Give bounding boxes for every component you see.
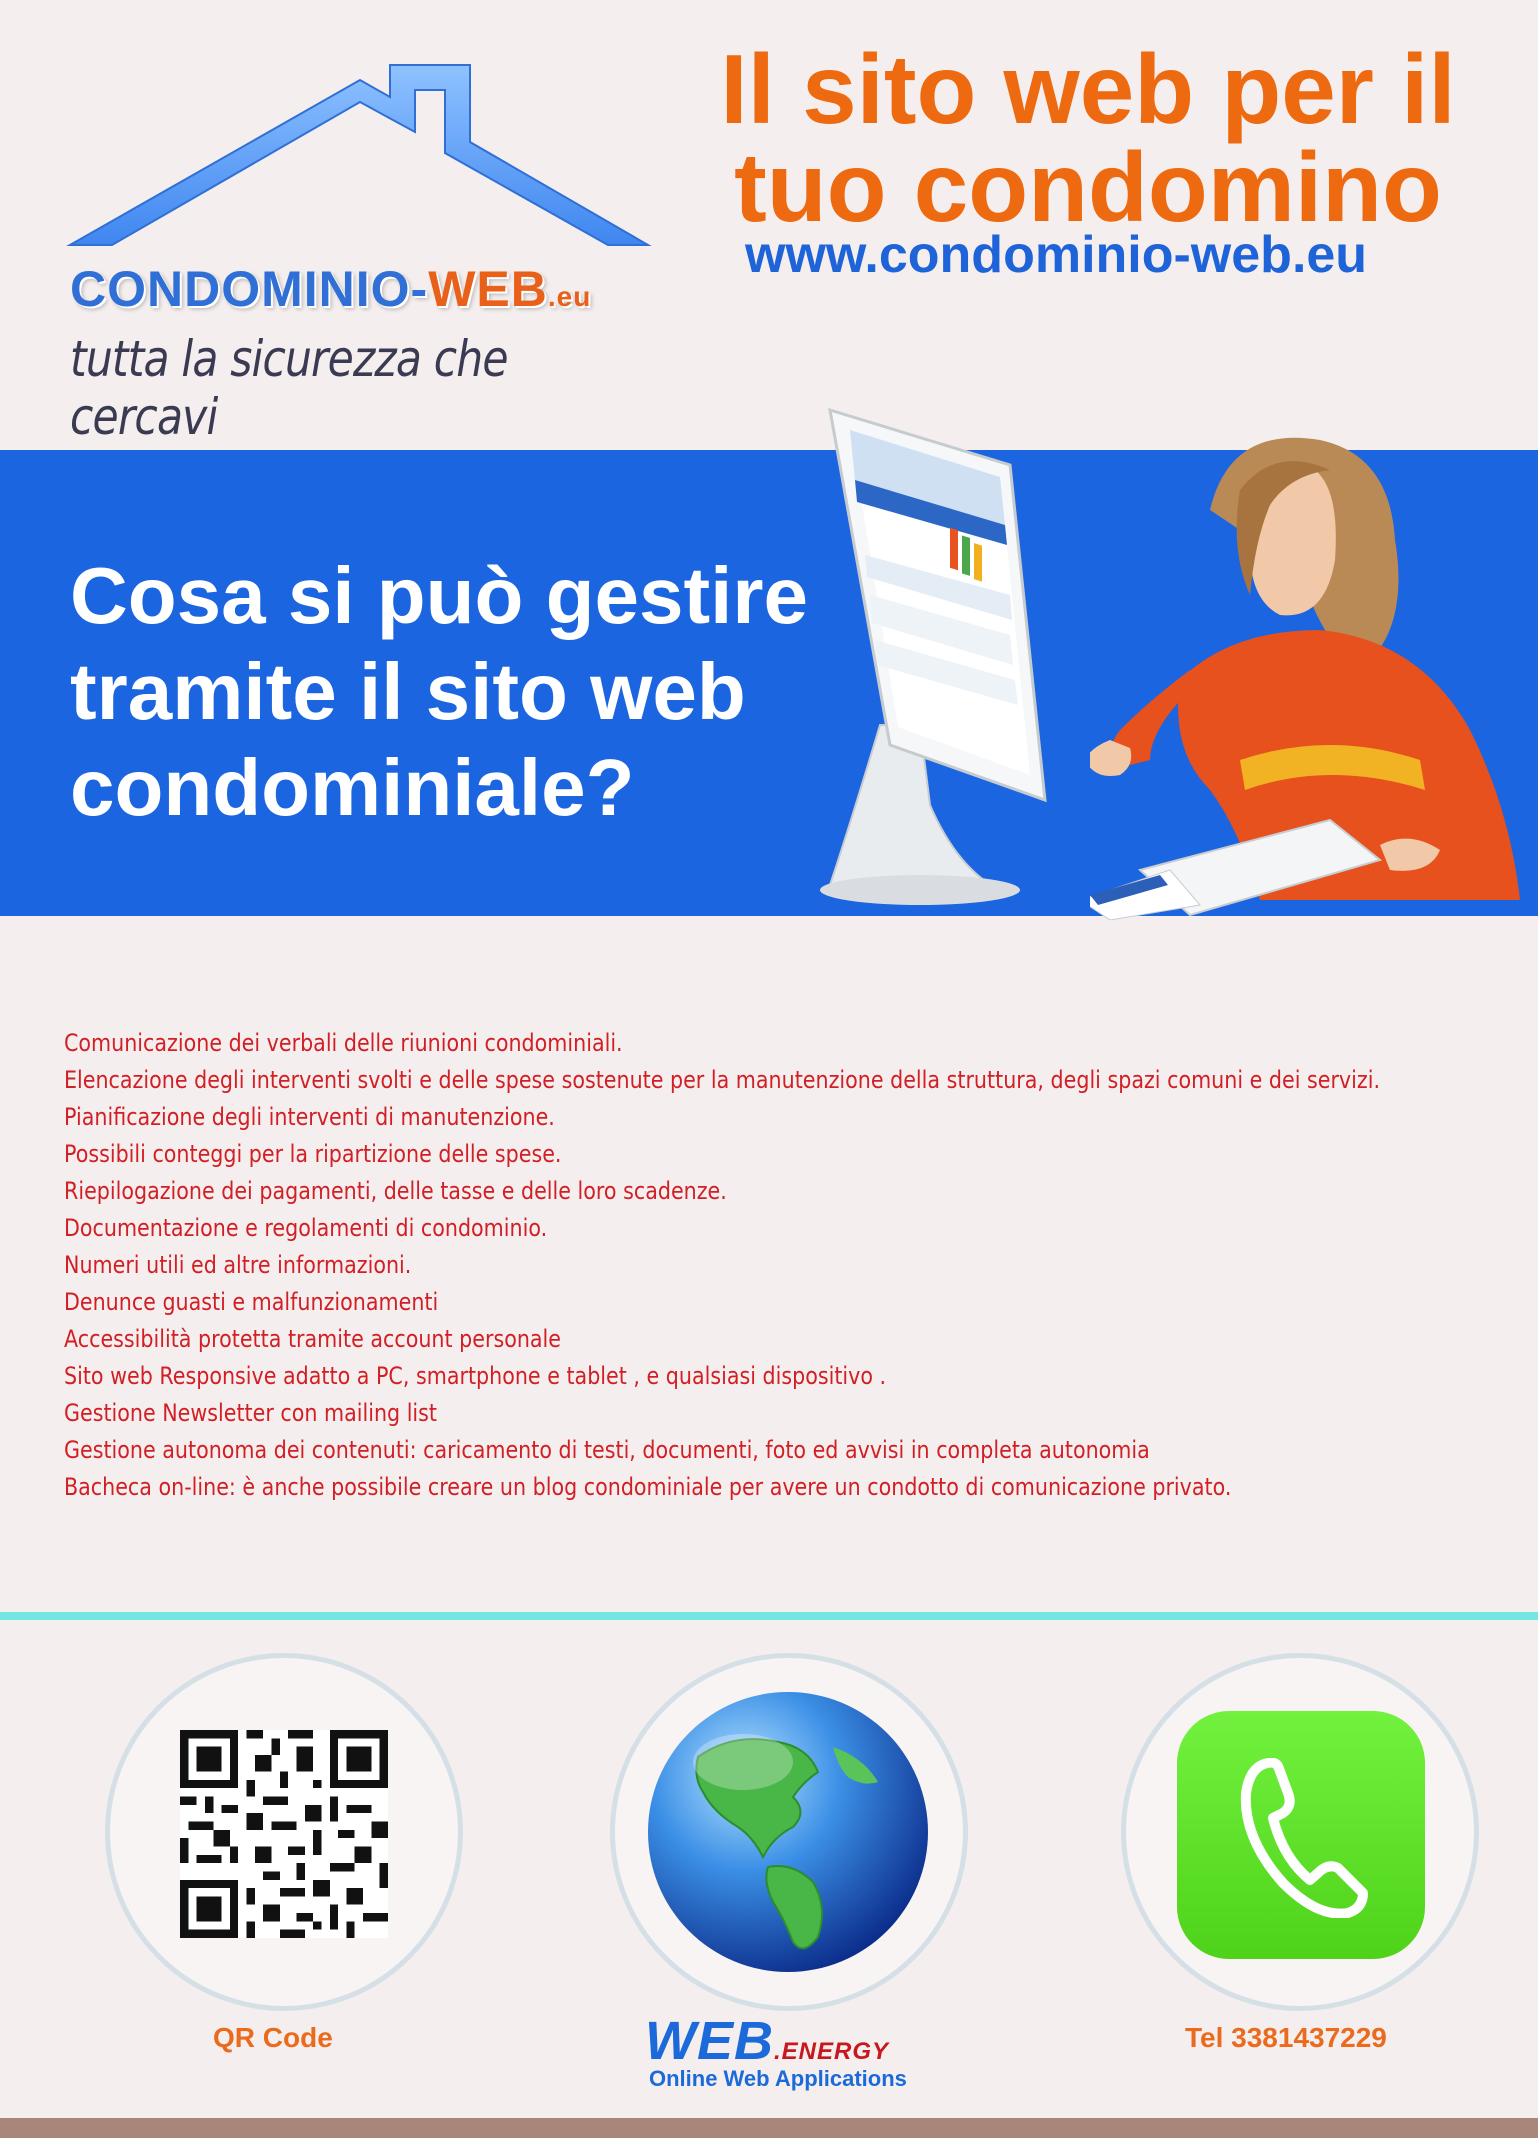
list-item: Documentazione e regolamenti di condominio. — [64, 1214, 548, 1242]
headline-line2: tuo condomino — [734, 132, 1442, 242]
brand-logo — [60, 60, 660, 446]
headline-line1: Il sito web per il — [720, 34, 1456, 144]
list-item: Denunce guasti e malfunzionamenti — [64, 1288, 439, 1316]
webenergy-subtitle: Online Web Applications — [649, 2066, 907, 2091]
list-item: Elencazione degli interventi svolti e delle spese sostenute per la manutenzione della struttura, degli spazi comuni e dei servizi. — [64, 1066, 1381, 1094]
qr-code-label: QR Code — [213, 2022, 333, 2053]
phone-number-label[interactable]: Tel 3381437229 — [1185, 2022, 1387, 2053]
phone-icon — [1238, 1758, 1368, 1918]
woman-at-computer-image — [1090, 430, 1530, 920]
qr-code-icon[interactable] — [180, 1730, 388, 1938]
hero-heading-line3: condominiale? — [70, 743, 635, 832]
logo-tagline: tutta la sicurezza che cercavi — [70, 330, 508, 446]
section-divider — [0, 1612, 1538, 1620]
hero-heading-line1: Cosa si può gestire — [70, 551, 808, 640]
feature-list — [64, 1025, 1484, 1506]
hero-heading — [70, 548, 890, 836]
list-item: Riepilogazione dei pagamenti, delle tasse e delle loro scadenze. — [64, 1177, 727, 1205]
house-roof-icon — [60, 60, 660, 260]
list-item: Comunicazione dei verbali delle riunioni condominiali. — [64, 1029, 623, 1057]
list-item: Accessibilità protetta tramite account personale — [64, 1325, 561, 1353]
list-item: Numeri utili ed altre informazioni. — [64, 1251, 412, 1279]
list-item: Gestione autonoma dei contenuti: caricamento di testi, documenti, foto ed avvisi in completa autonomia — [64, 1436, 1150, 1464]
globe-icon — [643, 1687, 933, 1977]
computer-monitor-image — [810, 405, 1080, 905]
site-url-link[interactable]: www.condominio-web.eu — [745, 226, 1368, 284]
headline — [708, 34, 1468, 242]
footer-bar — [0, 2118, 1538, 2138]
list-item: Gestione Newsletter con mailing list — [64, 1399, 438, 1427]
list-item: Possibili conteggi per la ripartizione delle spese. — [64, 1140, 562, 1168]
list-item: Bacheca on-line: è anche possibile creare un blog condominiale per avere un condotto di comunicazione privato. — [64, 1473, 1232, 1501]
webenergy-wordmark: WEB.ENERGY — [645, 2011, 890, 2071]
webenergy-logo[interactable] — [645, 2010, 907, 2092]
logo-wordmark: CONDOMINIO-WEB.eu — [70, 261, 592, 317]
list-item: Sito web Responsive adatto a PC, smartphone e tablet , e qualsiasi dispositivo . — [64, 1362, 887, 1390]
hero-heading-line2: tramite il sito web — [70, 647, 746, 736]
list-item: Pianificazione degli interventi di manutenzione. — [64, 1103, 555, 1131]
